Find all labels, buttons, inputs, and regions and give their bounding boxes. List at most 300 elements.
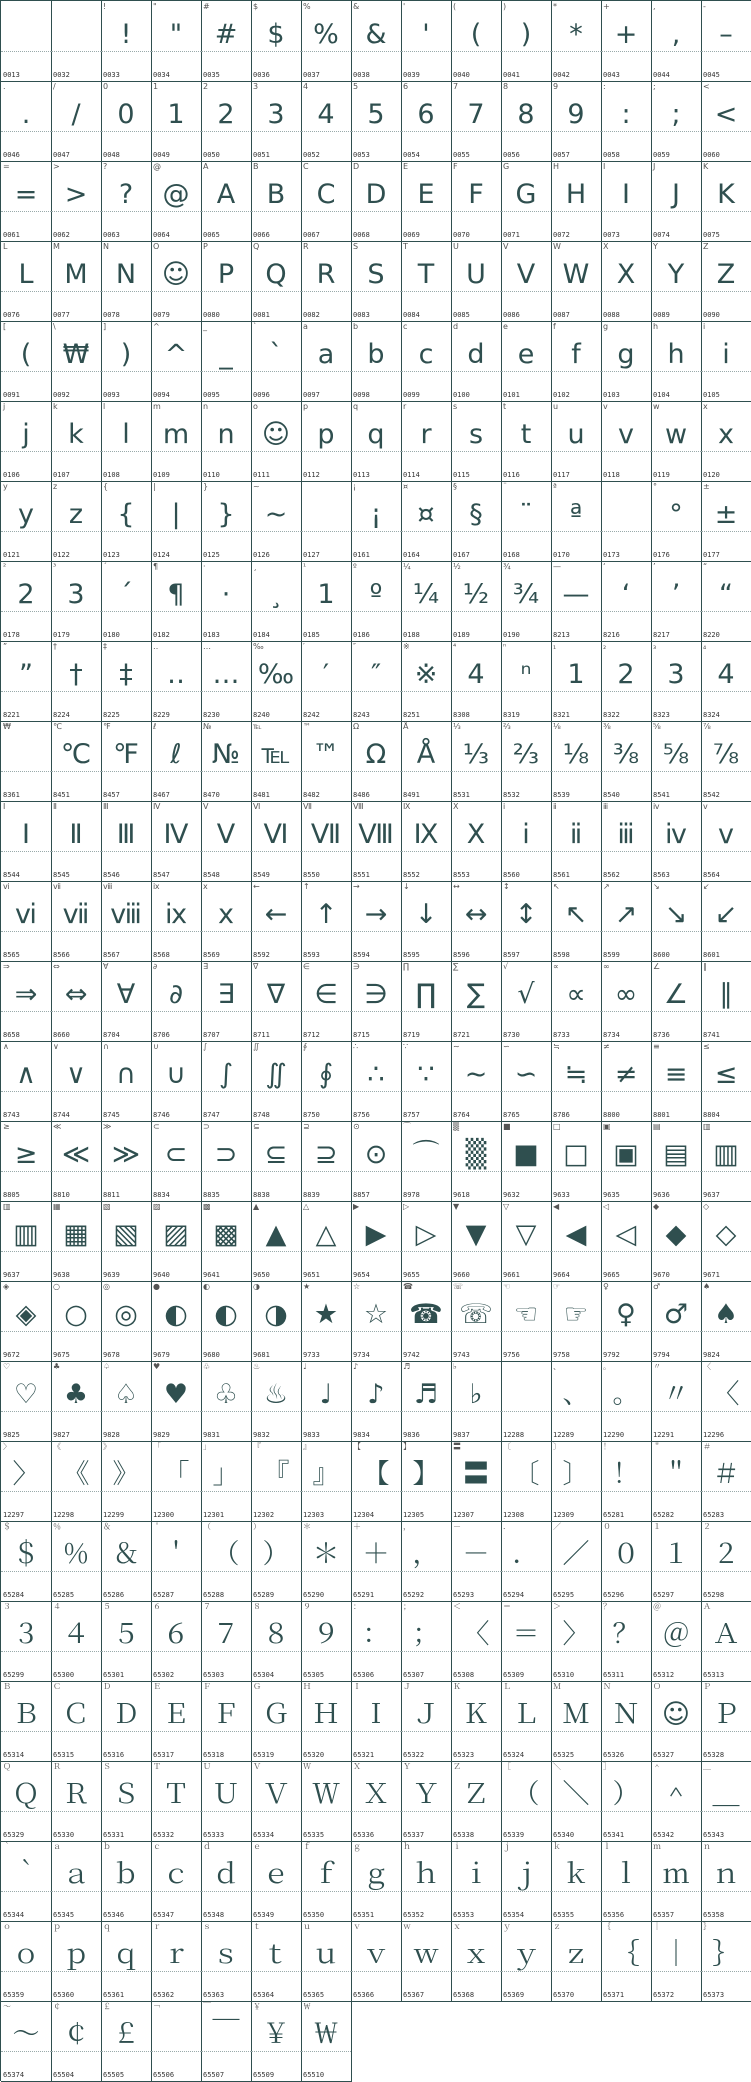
glyph-cell [551,401,602,482]
glyph-cell [401,1921,452,2002]
glyph-code: 0183 [203,631,220,639]
glyph-sample: ｘ [462,1939,490,1970]
glyph-label: ▤ [653,1122,661,1131]
glyph-code: 9632 [503,1191,520,1199]
glyph-cell [1,161,52,242]
glyph-sample: & [365,19,387,50]
glyph-cell [201,641,252,722]
glyph-label: ª [553,482,557,491]
glyph-label: ! [103,2,107,11]
glyph-cell [101,1841,152,1922]
glyph-code: 8736 [653,1031,670,1039]
glyph-cell [151,881,202,962]
glyph-code: 65293 [453,1591,475,1599]
glyph-code: 65284 [3,1591,25,1599]
glyph-cell [251,1201,302,1282]
glyph-label: ⊙ [353,1122,360,1131]
glyph-code: 8486 [353,791,370,799]
glyph-sample: ^ [164,339,188,370]
glyph-sample: ♣ [63,1379,89,1410]
glyph-code: 65323 [453,1751,475,1759]
glyph-sample: J [672,179,680,210]
glyph-cell [201,1841,252,1922]
glyph-label: ; [653,82,656,91]
glyph-code: 8216 [603,631,620,639]
glyph-label: H [553,162,560,171]
glyph-cell [401,1521,452,1602]
glyph-label: · [203,562,206,571]
glyph-code: 8553 [453,871,470,879]
glyph-code: 65292 [403,1591,425,1599]
glyph-code: 8322 [603,711,620,719]
glyph-label: Ｆ [203,1682,211,1691]
glyph-cell [651,721,702,802]
glyph-cell [301,641,352,722]
glyph-sample: ｐ [62,1939,90,1970]
glyph-label: ▽ [503,1202,510,1211]
glyph-code: 65321 [353,1751,375,1759]
glyph-cell [1,1841,52,1922]
glyph-sample: ♀ [616,1299,636,1330]
glyph-sample: ｎ [712,1859,740,1890]
glyph-code: 0186 [353,631,370,639]
glyph-cell [701,1761,751,1842]
glyph-cell [301,81,352,162]
glyph-code: 8547 [153,871,170,879]
glyph-cell [451,1121,502,1202]
glyph-cell [601,1041,652,1122]
glyph-cell [501,1281,552,1362]
glyph-code: 12296 [703,1431,725,1439]
glyph-cell [1,1281,52,1362]
glyph-code: 9828 [103,1431,120,1439]
glyph-label: ） [253,1522,261,1531]
glyph-label: ∂ [153,962,158,971]
glyph-code: 12309 [553,1511,575,1519]
glyph-label: Ｄ [103,1682,111,1691]
glyph-code: 9638 [53,1271,70,1279]
glyph-cell [151,1281,202,1362]
glyph-cell [451,641,502,722]
glyph-sample: 8 [517,99,535,130]
glyph-label: A [203,162,209,171]
glyph-label: Ｎ [603,1682,611,1691]
glyph-cell [601,561,652,642]
glyph-label: ∼ [453,1042,460,1051]
glyph-code: 9827 [53,1431,70,1439]
glyph-code: 65371 [603,1991,625,1999]
glyph-label: — [553,562,561,571]
glyph-sample: A [216,179,236,210]
glyph-sample: : [621,99,631,130]
glyph-sample: z [68,499,84,530]
glyph-sample: ↑ [314,899,338,930]
glyph-cell [551,1,602,82]
glyph-code: 0104 [653,391,670,399]
glyph-cell [1,1121,52,1202]
glyph-cell [201,961,252,1042]
glyph-label: Ⅴ [203,802,209,811]
glyph-cell [651,1041,702,1122]
glyph-label: I [603,162,606,171]
glyph-cell [101,1761,152,1842]
glyph-label: ♣ [53,1362,61,1371]
glyph-label: ⅓ [453,722,461,731]
glyph-sample: _ [219,339,233,370]
glyph-cell [101,1921,152,2002]
glyph-sample: ! [120,19,132,50]
glyph-cell [151,1601,202,1682]
glyph-cell [151,1761,202,1842]
glyph-sample: B [266,179,286,210]
glyph-code: 8551 [353,871,370,879]
glyph-code: 9636 [653,1191,670,1199]
glyph-cell [351,241,402,322]
glyph-code: 0116 [503,471,520,479]
glyph-code: 8220 [703,631,720,639]
glyph-cell [601,1441,652,1522]
glyph-label: ∵ [403,1042,409,1051]
glyph-cell [101,1281,152,1362]
glyph-sample: ☺ [161,259,191,290]
glyph-label: ： [353,1602,361,1611]
glyph-code: 9679 [153,1351,170,1359]
glyph-cell [501,241,552,322]
glyph-label: 》 [103,1442,111,1451]
glyph-sample: { [117,499,135,530]
glyph-label: ＋ [353,1522,361,1531]
glyph-label: & [353,2,360,11]
glyph-label: Ⅸ [403,802,411,811]
glyph-sample: ¤ [417,499,435,530]
glyph-cell [351,721,402,802]
glyph-cell [251,721,302,802]
glyph-cell [251,81,302,162]
glyph-sample: ◀ [565,1219,587,1250]
glyph-code: 0075 [703,231,720,239]
glyph-sample: ？ [612,1619,640,1650]
glyph-sample: 〉 [562,1619,590,1650]
glyph-code: 0083 [353,311,370,319]
glyph-cell [651,241,702,322]
glyph-code: 9671 [703,1271,720,1279]
glyph-label: @ [153,162,161,171]
glyph-code: 65355 [553,1911,575,1919]
glyph-sample: Ｋ [462,1699,490,1730]
glyph-code: 0189 [453,631,470,639]
glyph-sample: ｅ [262,1859,290,1890]
glyph-label: ｙ [503,1922,511,1931]
glyph-cell [401,1121,452,1202]
glyph-label: ⅝ [653,722,661,731]
glyph-label: . [3,82,6,91]
glyph-label: º [353,562,357,571]
glyph-label: ≤ [703,1042,710,1051]
glyph-code: 65322 [403,1751,425,1759]
glyph-sample: ↕ [514,899,538,930]
glyph-cell [101,961,152,1042]
glyph-sample: ℃ [60,739,92,770]
glyph-cell [51,641,102,722]
glyph-sample: （ [212,1539,240,1570]
glyph-sample: ♧ [213,1379,239,1410]
glyph-sample: ⊂ [164,1139,188,1170]
glyph-code: 0084 [403,311,420,319]
glyph-sample: a [317,339,335,370]
glyph-sample: 」 [212,1459,240,1490]
glyph-label: ２ [703,1522,711,1531]
glyph-label: ◇ [703,1202,710,1211]
glyph-cell [151,161,202,242]
glyph-sample: ⅰ [522,819,530,850]
glyph-label: Ⅹ [453,802,459,811]
glyph-code: 0099 [403,391,420,399]
glyph-label: ℉ [103,722,111,731]
glyph-code: 8225 [103,711,120,719]
glyph-sample: Y [667,259,685,290]
glyph-sample: ♂ [663,1299,689,1330]
glyph-code: 8482 [303,791,320,799]
glyph-code: 65296 [603,1591,625,1599]
glyph-code: 0041 [503,71,520,79]
glyph-code: 0057 [553,151,570,159]
glyph-sample: ≡ [664,1059,688,1090]
glyph-label: ⅶ [53,882,61,891]
glyph-label: ○ [53,1282,60,1291]
glyph-label: ％ [53,1522,61,1531]
glyph-code: 0092 [53,391,70,399]
glyph-sample: > [64,179,88,210]
glyph-label: ¶ [153,562,159,571]
glyph-cell [601,161,652,242]
glyph-cell [1,721,52,802]
glyph-code: 8804 [703,1111,720,1119]
glyph-label: ∨ [53,1042,59,1051]
glyph-code: 0111 [253,471,270,479]
glyph-sample: Ⅳ [163,819,189,850]
glyph-label: Ⅵ [253,802,261,811]
glyph-sample: Z [716,259,736,290]
glyph-code: 65289 [253,1591,275,1599]
glyph-code: 8600 [653,951,670,959]
glyph-sample: ⊙ [364,1139,388,1170]
glyph-sample: E [417,179,435,210]
glyph-label: ｚ [553,1922,561,1931]
glyph-code: 0093 [103,391,120,399]
glyph-sample: ＠ [662,1619,690,1650]
glyph-sample: Ｐ [712,1699,740,1730]
glyph-sample: ± [714,499,738,530]
glyph-cell [451,1841,502,1922]
glyph-cell [551,1921,602,2002]
glyph-label: § [453,482,457,491]
glyph-label: ₃ [653,642,657,651]
glyph-sample: ■ [513,1139,539,1170]
glyph-sample: ｔ [262,1939,290,1970]
glyph-cell [1,1041,52,1122]
glyph-cell [1,2001,52,2082]
glyph-label: [ [3,322,7,331]
glyph-cell [601,1,652,82]
glyph-code: 0184 [253,631,270,639]
glyph-cell [1,801,52,882]
glyph-label: Ｍ [553,1682,561,1691]
glyph-code: 65308 [453,1671,475,1679]
glyph-sample: ∼ [464,1059,488,1090]
glyph-cell [1,401,52,482]
glyph-label: U [453,242,459,251]
glyph-sample: Ｘ [362,1779,390,1810]
glyph-sample: r [420,419,432,450]
glyph-code: 8592 [253,951,270,959]
glyph-label: ☆ [353,1282,361,1291]
glyph-cell [1,1921,52,2002]
glyph-code: 65332 [153,1831,175,1839]
glyph-label: ∬ [253,1042,260,1051]
glyph-code: 0042 [553,71,570,79]
glyph-label: † [53,642,57,651]
glyph-code: 65509 [253,2071,275,2079]
glyph-label: ♀ [603,1282,609,1291]
glyph-sample: } [217,499,235,530]
glyph-code: 8839 [303,1191,320,1199]
glyph-label: r [403,402,407,411]
glyph-code: 0090 [703,311,720,319]
glyph-cell [151,561,202,642]
glyph-code: 65299 [3,1671,25,1679]
glyph-code: 0062 [53,231,70,239]
glyph-code: 8308 [453,711,470,719]
glyph-code: 8229 [153,711,170,719]
glyph-code: 0037 [303,71,320,79]
glyph-cell [301,1121,352,1202]
glyph-label: ¾ [503,562,511,571]
glyph-label: ‘ [603,562,606,571]
glyph-code: 65309 [503,1671,525,1679]
glyph-code: 0082 [303,311,320,319]
glyph-label: ＆ [103,1522,111,1531]
glyph-label: K [703,162,709,171]
glyph-sample: ™ [312,739,340,770]
glyph-sample: 3 [667,659,685,690]
glyph-code: 8756 [353,1111,370,1119]
glyph-label: ▼ [453,1202,460,1211]
glyph-sample: ‡ [119,659,133,690]
glyph-label: ≥ [3,1122,10,1131]
glyph-sample: Ｑ [12,1779,40,1810]
glyph-sample [301,495,351,535]
glyph-cell [101,1041,152,1122]
glyph-cell [451,561,502,642]
glyph-sample: † [69,659,83,690]
glyph-cell [601,1761,652,1842]
glyph-label: X [603,242,609,251]
glyph-label: R [303,242,309,251]
glyph-label: ₄ [703,642,707,651]
glyph-cell [51,1361,102,1442]
glyph-label: ４ [53,1602,61,1611]
glyph-cell [651,1201,702,1282]
glyph-label: 8 [503,82,509,91]
glyph-code: 9637 [3,1271,20,1279]
glyph-cell [601,1921,652,2002]
glyph-label: Ｘ [353,1762,361,1771]
glyph-sample: ￡ [112,2019,140,2050]
glyph-cell [651,1281,702,1362]
glyph-cell [501,1841,552,1922]
glyph-cell [451,1921,502,2002]
glyph-label: ∴ [353,1042,359,1051]
glyph-label: Ｓ [103,1762,111,1771]
glyph-sample: Ω [365,739,387,770]
glyph-code: 0168 [503,551,520,559]
glyph-label: N [103,242,109,251]
glyph-code: 8568 [153,951,170,959]
glyph-label: ≫ [103,1122,112,1131]
glyph-cell [251,1601,302,1682]
glyph-cell [101,161,152,242]
glyph-label: ♧ [203,1362,211,1371]
glyph-code: 0164 [403,551,420,559]
glyph-code: 0176 [653,551,670,559]
glyph-sample: ＝ [512,1619,540,1650]
glyph-label: ＄ [3,1522,11,1531]
glyph-label: ≡ [653,1042,660,1051]
glyph-sample: L [18,259,34,290]
glyph-sample: u [567,419,585,450]
glyph-label: ｛ [603,1922,611,1931]
glyph-cell [301,1681,352,1762]
glyph-cell [101,481,152,562]
glyph-cell [401,1761,452,1842]
glyph-code: 0076 [3,311,20,319]
glyph-sample: ▲ [265,1219,287,1250]
glyph-label: a [303,322,308,331]
glyph-cell [201,241,252,322]
glyph-code: 12304 [353,1511,375,1519]
glyph-sample: ⅝ [662,739,690,770]
glyph-label: ￡ [103,2002,111,2011]
glyph-cell [651,1761,702,1842]
glyph-label: ＝ [503,1602,511,1611]
glyph-sample: P [217,259,235,290]
glyph-cell [701,641,751,722]
glyph-sample: ⊃ [214,1139,238,1170]
glyph-cell [251,801,302,882]
glyph-cell [301,481,352,562]
glyph-cell [351,1361,402,1442]
glyph-code: 65318 [203,1751,225,1759]
glyph-label: ₂ [603,642,607,651]
glyph-code: 0091 [3,391,20,399]
glyph-sample: ☺ [661,1699,691,1730]
glyph-sample: ≥ [14,1139,38,1170]
glyph-sample: l [122,419,130,450]
glyph-label: ▦ [53,1202,61,1211]
glyph-cell [201,161,252,242]
glyph-sample: V [516,259,536,290]
glyph-cell [451,881,502,962]
glyph-cell [551,241,602,322]
glyph-cell [601,1521,652,1602]
glyph-label: 【 [353,1442,361,1451]
glyph-cell [351,1121,402,1202]
glyph-sample: ☎ [409,1299,443,1330]
glyph-cell [451,1521,502,1602]
glyph-sample: ¼ [412,579,440,610]
glyph-sample: Ⅸ [413,819,439,850]
glyph-sample: ８ [262,1619,290,1650]
